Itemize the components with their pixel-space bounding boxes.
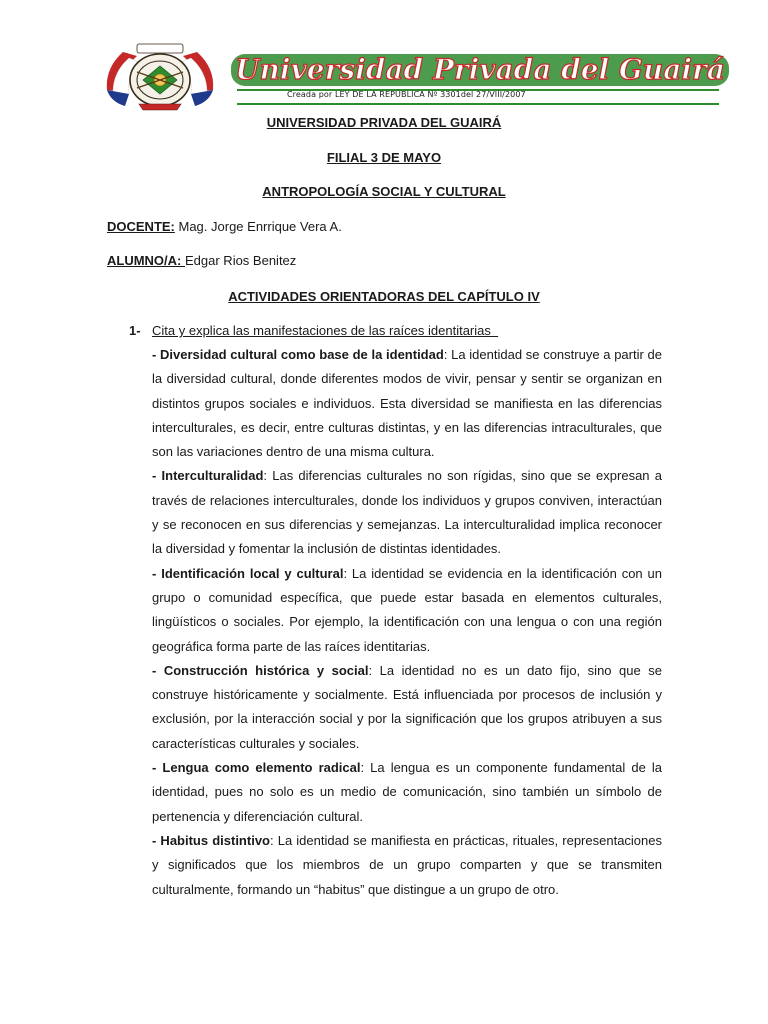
answer-paragraph bbox=[152, 562, 662, 659]
paragraph-heading: - Lengua como elemento radical bbox=[152, 760, 361, 776]
branch-name: FILIAL 3 DE MAYO bbox=[326, 150, 442, 165]
paragraph-heading: - Habitus distintivo bbox=[152, 832, 270, 848]
answer-paragraph bbox=[152, 464, 662, 561]
paragraph-text: : La identidad no es un dato fijo, sino que se construye históricamente y socialmente. Está influenciada por procesos de inclusión y exclusión, por la interacción social y por la significación que los grupos atribuyen a sus características culturales y sociales. bbox=[152, 662, 662, 751]
teacher-name: Mag. Jorge Enrrique Vera A. bbox=[174, 219, 342, 234]
paragraph-heading: - Identificación local y cultural bbox=[152, 565, 344, 581]
paragraph-heading: - Interculturalidad bbox=[152, 468, 264, 484]
question-number: 1- bbox=[129, 323, 141, 338]
answer-paragraph bbox=[152, 756, 662, 829]
letterhead bbox=[103, 40, 733, 114]
paragraph-heading: - Diversidad cultural como base de la identidad bbox=[152, 347, 444, 362]
paragraph-text: : Las diferencias culturales no son rígidas, sino que se expresan a través de relaciones interculturales, donde los individuos y grupos conviven, interactúan y se reconocen en sus diferencias y semejanzas. La interculturalidad implica reconocer la diversidad y fomentar la inclusión de distintas identidades. bbox=[152, 468, 662, 557]
answer-paragraph bbox=[152, 829, 662, 902]
university-banner-title bbox=[231, 52, 729, 88]
student-label: ALUMNO/A: bbox=[107, 253, 185, 268]
paragraph-text: : La identidad se construye a partir de la diversidad cultural, donde diferentes modos de vivir, pensar y sentir se organizan en distintos grupos sociales e individuos. Esta diversidad se manifiesta en las diferencias interculturales, es decir, entre culturas distintas, y en las diferencias intraculturales, que son las variaciones dentro de una misma cultura. bbox=[152, 347, 662, 460]
activities-title: ACTIVIDADES ORIENTADORAS DEL CAPÍTULO IV bbox=[228, 289, 540, 304]
paragraph-text: : La identidad se manifiesta en prácticas, rituales, representaciones y significados que los miembros de un grupo comparten y que se transmiten culturalmente, formando un “habitus” que distingue a un grupo de otro. bbox=[152, 832, 663, 897]
paragraph-text: : La identidad se evidencia en la identificación con un grupo o comunidad específica, que puede estar basada en elementos culturales, lingüísticos o sociales. Por ejemplo, la identificación con una lengua o con una región geográfica forma parte de las raíces identitarias. bbox=[152, 565, 662, 654]
subject-name: ANTROPOLOGÍA SOCIAL Y CULTURAL bbox=[262, 184, 506, 199]
university-banner-text: Universidad Privada del Guairá bbox=[235, 53, 725, 86]
answer-paragraph bbox=[152, 659, 662, 756]
student-line bbox=[107, 253, 296, 268]
question-title: Cita y explica las manifestaciones de las raíces identitarias bbox=[152, 323, 499, 338]
creation-law-text: Creada por LEY DE LA REPÚBLICA Nº 3301del 27/VIII/2007 bbox=[287, 90, 526, 99]
letterhead-rule-bottom bbox=[237, 103, 719, 105]
answer-paragraph bbox=[152, 343, 662, 464]
paragraph-heading: - Construcción histórica y social bbox=[152, 662, 369, 678]
paragraph-text: : La lengua es un componente fundamental de la identidad, pues no solo es un medio de comunicación, sino también un símbolo de pertenencia y diferenciación cultural. bbox=[152, 760, 663, 824]
answer-body bbox=[152, 343, 662, 902]
teacher-line bbox=[107, 219, 342, 234]
university-name: UNIVERSIDAD PRIVADA DEL GUAIRÁ bbox=[266, 115, 502, 130]
university-crest-logo bbox=[103, 40, 217, 114]
teacher-label: DOCENTE: bbox=[107, 219, 175, 234]
student-name: Edgar Rios Benitez bbox=[185, 253, 297, 268]
